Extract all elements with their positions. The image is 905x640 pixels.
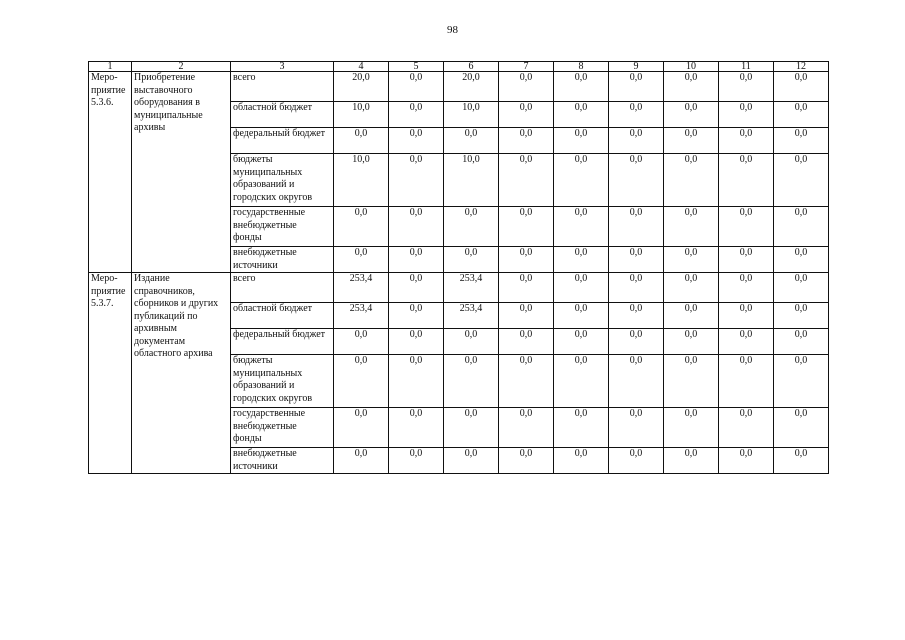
value-cell: 0,0	[554, 102, 609, 128]
funding-source: федеральный бюджет	[231, 128, 334, 154]
value-cell: 0,0	[389, 247, 444, 273]
value-cell: 0,0	[664, 154, 719, 207]
value-cell: 0,0	[719, 448, 774, 474]
value-cell: 0,0	[774, 154, 829, 207]
value-cell: 0,0	[609, 102, 664, 128]
value-cell: 0,0	[389, 408, 444, 448]
funding-source: всего	[231, 72, 334, 102]
page-number: 98	[447, 24, 458, 36]
value-cell: 0,0	[774, 102, 829, 128]
value-cell: 0,0	[554, 408, 609, 448]
value-cell: 0,0	[554, 128, 609, 154]
value-cell: 0,0	[444, 408, 499, 448]
value-cell: 0,0	[554, 329, 609, 355]
value-cell: 0,0	[444, 128, 499, 154]
value-cell: 0,0	[719, 355, 774, 408]
value-cell: 0,0	[664, 128, 719, 154]
header-cell: 5	[389, 62, 444, 72]
value-cell: 0,0	[389, 72, 444, 102]
value-cell: 0,0	[719, 329, 774, 355]
value-cell: 0,0	[334, 128, 389, 154]
value-cell: 0,0	[774, 448, 829, 474]
funding-source: государственные внебюджетные фонды	[231, 408, 334, 448]
value-cell: 0,0	[719, 303, 774, 329]
value-cell: 0,0	[609, 72, 664, 102]
value-cell: 0,0	[664, 207, 719, 247]
value-cell: 0,0	[499, 154, 554, 207]
value-cell: 0,0	[664, 329, 719, 355]
funding-source: бюджеты муниципальных образований и городских округов	[231, 355, 334, 408]
event-code: Меро- приятие 5.3.7.	[89, 273, 132, 474]
value-cell: 0,0	[389, 128, 444, 154]
value-cell: 0,0	[774, 207, 829, 247]
value-cell: 0,0	[334, 247, 389, 273]
value-cell: 0,0	[664, 273, 719, 303]
value-cell: 0,0	[499, 247, 554, 273]
value-cell: 253,4	[444, 273, 499, 303]
value-cell: 0,0	[554, 72, 609, 102]
value-cell: 0,0	[609, 303, 664, 329]
header-cell: 9	[609, 62, 664, 72]
value-cell: 0,0	[664, 102, 719, 128]
value-cell: 0,0	[609, 207, 664, 247]
value-cell: 20,0	[334, 72, 389, 102]
value-cell: 0,0	[444, 247, 499, 273]
value-cell: 0,0	[774, 329, 829, 355]
value-cell: 0,0	[334, 207, 389, 247]
value-cell: 0,0	[609, 154, 664, 207]
header-cell: 8	[554, 62, 609, 72]
value-cell: 0,0	[389, 448, 444, 474]
value-cell: 0,0	[664, 355, 719, 408]
header-cell: 2	[132, 62, 231, 72]
value-cell: 0,0	[499, 72, 554, 102]
value-cell: 0,0	[664, 247, 719, 273]
value-cell: 253,4	[334, 303, 389, 329]
value-cell: 0,0	[334, 329, 389, 355]
funding-source: бюджеты муниципальных образований и городских округов	[231, 154, 334, 207]
value-cell: 0,0	[554, 355, 609, 408]
funding-source: внебюджетные источники	[231, 448, 334, 474]
value-cell: 0,0	[444, 329, 499, 355]
value-cell: 0,0	[774, 72, 829, 102]
value-cell: 0,0	[774, 355, 829, 408]
value-cell: 0,0	[664, 448, 719, 474]
funding-source: государственные внебюджетные фонды	[231, 207, 334, 247]
value-cell: 0,0	[719, 154, 774, 207]
value-cell: 0,0	[389, 102, 444, 128]
value-cell: 0,0	[774, 128, 829, 154]
value-cell: 0,0	[554, 207, 609, 247]
value-cell: 0,0	[719, 247, 774, 273]
value-cell: 0,0	[774, 303, 829, 329]
header-cell: 4	[334, 62, 389, 72]
value-cell: 0,0	[554, 448, 609, 474]
value-cell: 0,0	[609, 408, 664, 448]
value-cell: 0,0	[389, 303, 444, 329]
value-cell: 0,0	[609, 247, 664, 273]
header-row	[89, 62, 829, 72]
header-cell: 3	[231, 62, 334, 72]
header-cell: 7	[499, 62, 554, 72]
budget-table	[88, 61, 829, 474]
value-cell: 0,0	[719, 128, 774, 154]
header-cell: 10	[664, 62, 719, 72]
value-cell: 0,0	[774, 273, 829, 303]
value-cell: 0,0	[554, 154, 609, 207]
value-cell: 0,0	[664, 303, 719, 329]
funding-source: федеральный бюджет	[231, 329, 334, 355]
value-cell: 0,0	[444, 355, 499, 408]
value-cell: 0,0	[334, 355, 389, 408]
value-cell: 0,0	[389, 273, 444, 303]
funding-source: областной бюджет	[231, 303, 334, 329]
value-cell: 20,0	[444, 72, 499, 102]
funding-source: внебюджетные источники	[231, 247, 334, 273]
value-cell: 0,0	[774, 247, 829, 273]
value-cell: 0,0	[499, 329, 554, 355]
header-cell: 12	[774, 62, 829, 72]
value-cell: 0,0	[774, 408, 829, 448]
header-cell: 6	[444, 62, 499, 72]
value-cell: 0,0	[719, 207, 774, 247]
value-cell: 0,0	[499, 273, 554, 303]
value-cell: 0,0	[389, 207, 444, 247]
event-name: Издание справочников, сборников и других публикаций по архивным документам областного архива	[132, 273, 231, 474]
event-name: Приобретение выставочного оборудования в муниципальные архивы	[132, 72, 231, 273]
value-cell: 0,0	[719, 72, 774, 102]
value-cell: 0,0	[554, 247, 609, 273]
value-cell: 0,0	[499, 355, 554, 408]
value-cell: 0,0	[554, 303, 609, 329]
value-cell: 253,4	[444, 303, 499, 329]
value-cell: 253,4	[334, 273, 389, 303]
value-cell: 0,0	[609, 329, 664, 355]
funding-source: всего	[231, 273, 334, 303]
value-cell: 0,0	[499, 408, 554, 448]
value-cell: 0,0	[444, 448, 499, 474]
value-cell: 0,0	[719, 408, 774, 448]
value-cell: 0,0	[499, 128, 554, 154]
value-cell: 0,0	[499, 303, 554, 329]
header-cell: 11	[719, 62, 774, 72]
value-cell: 0,0	[664, 408, 719, 448]
value-cell: 10,0	[444, 102, 499, 128]
value-cell: 0,0	[719, 102, 774, 128]
value-cell: 0,0	[389, 355, 444, 408]
funding-source: областной бюджет	[231, 102, 334, 128]
value-cell: 10,0	[334, 102, 389, 128]
header-cell: 1	[89, 62, 132, 72]
table-row	[89, 72, 829, 102]
value-cell: 0,0	[444, 207, 499, 247]
value-cell: 0,0	[719, 273, 774, 303]
value-cell: 0,0	[499, 448, 554, 474]
value-cell: 0,0	[389, 329, 444, 355]
table-row	[89, 273, 829, 303]
event-code: Меро- приятие 5.3.6.	[89, 72, 132, 273]
value-cell: 0,0	[334, 448, 389, 474]
value-cell: 0,0	[609, 448, 664, 474]
value-cell: 0,0	[334, 408, 389, 448]
value-cell: 0,0	[554, 273, 609, 303]
value-cell: 10,0	[444, 154, 499, 207]
value-cell: 0,0	[664, 72, 719, 102]
value-cell: 0,0	[609, 273, 664, 303]
value-cell: 10,0	[334, 154, 389, 207]
value-cell: 0,0	[499, 207, 554, 247]
value-cell: 0,0	[609, 128, 664, 154]
value-cell: 0,0	[499, 102, 554, 128]
value-cell: 0,0	[609, 355, 664, 408]
value-cell: 0,0	[389, 154, 444, 207]
